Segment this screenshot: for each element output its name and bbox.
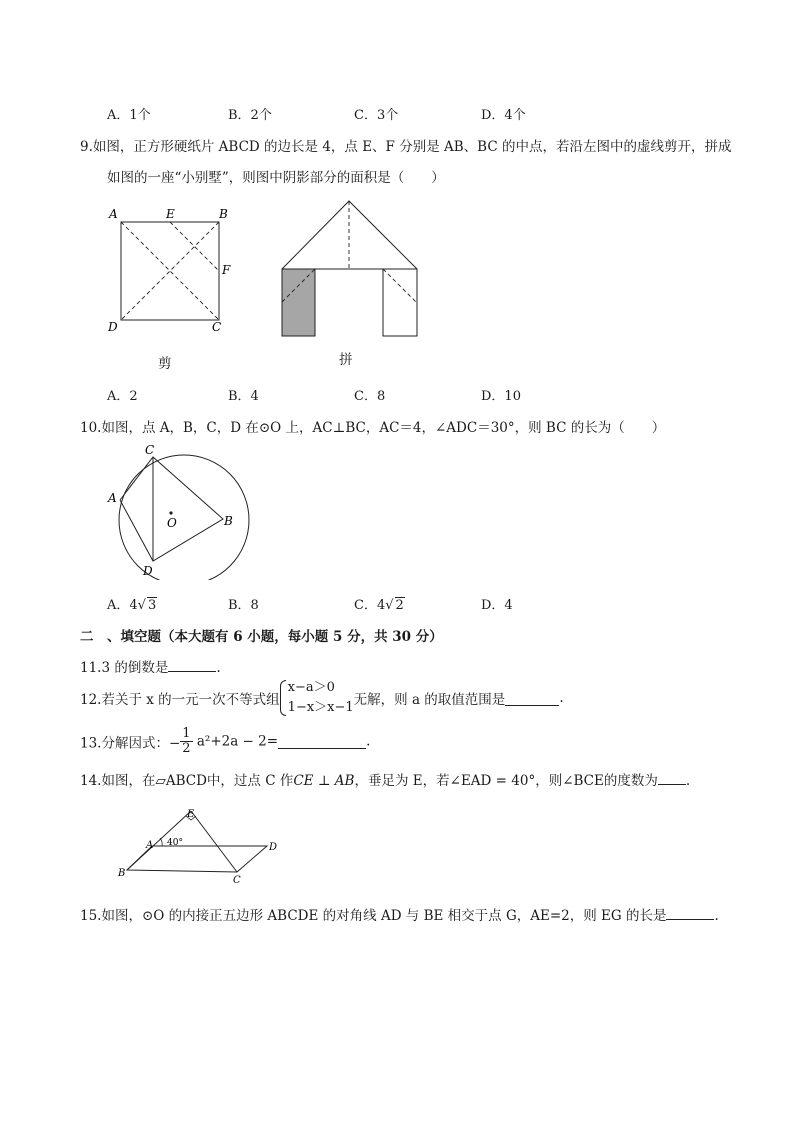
q9-square-figure bbox=[107, 207, 231, 334]
q9-option-a: A．2 bbox=[107, 389, 138, 404]
q9-label-e: E bbox=[166, 207, 175, 221]
q14-label-a: A bbox=[146, 840, 154, 851]
q14-answer-blank[interactable] bbox=[658, 770, 686, 785]
q14-stem: 14.如图，在▱ABCD中，过点 C 作CE ⊥ AB，垂足为 E，若∠EAD = 40°，则∠BCE的度数为 . bbox=[80, 769, 690, 789]
q9-house-figure bbox=[282, 201, 417, 336]
q9-stem-line1: 9.如图，正方形硬纸片 ABCD 的边长是 4，点 E、F 分别是 AB、BC 的中点，若沿左图中的虚线剪开，拼成 bbox=[80, 139, 732, 155]
q9-figure bbox=[100, 200, 440, 350]
q12-answer-blank[interactable] bbox=[505, 691, 559, 706]
q14-label-d: D bbox=[269, 842, 278, 853]
q15: 15.如图，⊙O 的内接正五边形 ABCDE 的对角线 AD 与 BE 相交于点 G，AE=2，则 EG 的长是 . bbox=[80, 904, 719, 924]
q10-option-b: B．8 bbox=[228, 598, 259, 613]
q14-label-c: C bbox=[233, 875, 241, 886]
q10-stem: 10.如图，点 A，B，C，D 在⊙O 上，AC⊥BC，AC＝4，∠ADC＝30°，则 BC 的长为（ ） bbox=[80, 420, 666, 436]
q10-center-point bbox=[169, 511, 172, 514]
q8-option-d: D．4个 bbox=[481, 108, 526, 123]
q9-stem-line2: 如图的一座“小别墅”，则图中阴影部分的面积是（ ） bbox=[107, 170, 445, 186]
q9-caption-cut: 剪 bbox=[158, 356, 172, 372]
q14-angle-label: 40° bbox=[167, 838, 183, 848]
q9-label-c: C bbox=[212, 320, 222, 334]
q15-answer-blank[interactable] bbox=[666, 905, 714, 920]
section-title-fill-in: 二 、填空题（本大题有 6 小题，每小题 5 分，共 30 分） bbox=[80, 629, 443, 645]
q13-fraction: $\frac{1}{2}$ bbox=[182, 726, 191, 756]
q9-label-d: D bbox=[108, 320, 118, 334]
q11-answer-blank[interactable] bbox=[168, 657, 216, 672]
q10-label-o: O bbox=[167, 516, 177, 530]
q9-option-d: D．10 bbox=[481, 389, 521, 404]
q11: 11.3 的倒数是 . bbox=[80, 656, 221, 676]
q10-circle-figure bbox=[100, 440, 250, 580]
q14-label-e: E bbox=[187, 809, 195, 820]
q12: 12.若关于 x 的一元一次不等式组 x−a＞0 1−x＞x−1 无解，则 a 的取值范围是 . bbox=[80, 678, 564, 718]
q10-option-a: A．4√ 3 bbox=[107, 598, 157, 613]
q10-label-a: A bbox=[108, 491, 117, 505]
q12-inequality-system: x−a＞0 1−x＞x−1 bbox=[280, 678, 354, 718]
q9-label-b: B bbox=[219, 207, 228, 221]
q9-shaded-region bbox=[282, 269, 315, 336]
q13-answer-blank[interactable] bbox=[278, 734, 366, 749]
q10-option-c: C．4√ 2 bbox=[354, 598, 404, 613]
q9-caption-assemble: 拼 bbox=[339, 352, 353, 368]
q14-label-b: B bbox=[118, 868, 126, 879]
q9-option-b: B．4 bbox=[228, 389, 259, 404]
q10-option-d: D．4 bbox=[481, 598, 513, 613]
q9-label-f: F bbox=[222, 263, 231, 277]
q9-label-a: A bbox=[109, 207, 118, 221]
q8-option-c: C．3个 bbox=[354, 108, 399, 123]
q8-option-a: A．1个 bbox=[107, 108, 151, 123]
q9-option-c: C．8 bbox=[354, 389, 386, 404]
q14-parallelogram-figure bbox=[110, 806, 290, 886]
q10-label-b: B bbox=[224, 514, 233, 528]
q10-label-c: C bbox=[145, 443, 155, 457]
q8-option-b: B．2个 bbox=[228, 108, 272, 123]
q10-label-d: D bbox=[143, 564, 153, 578]
q13: 13.分解因式：− $\frac{1}{2}$ a²+2a − 2= . bbox=[80, 726, 371, 756]
